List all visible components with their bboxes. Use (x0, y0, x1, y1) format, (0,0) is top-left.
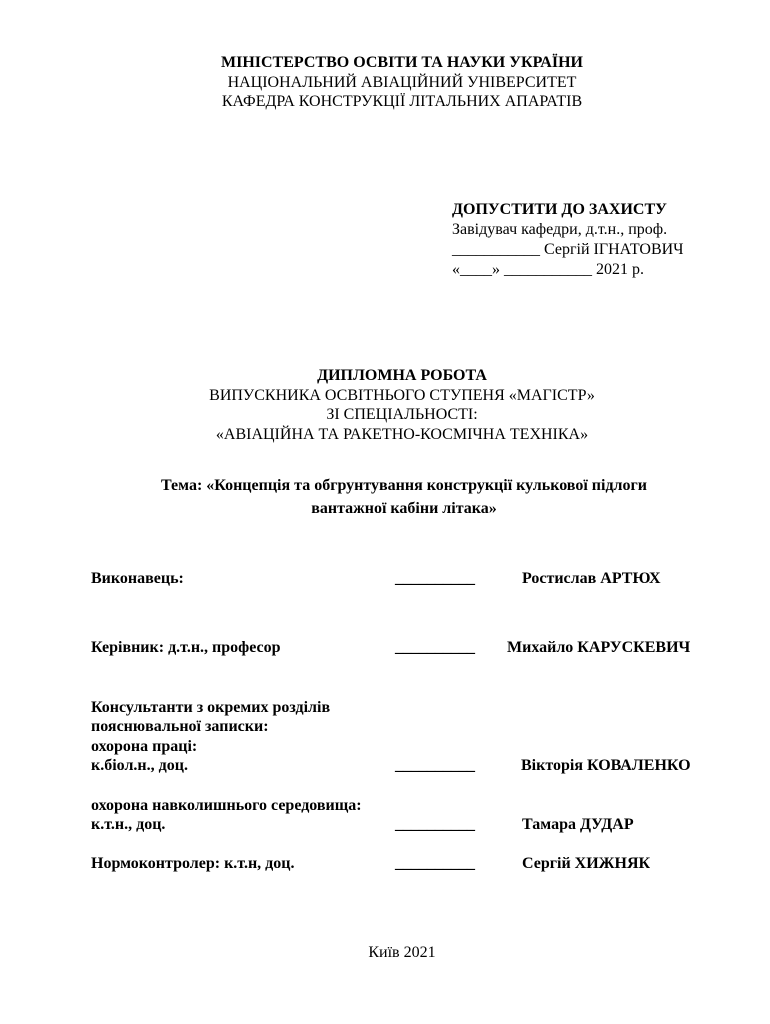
theme-block (0, 474, 770, 520)
approval-position: Завідувач кафедри, д.т.н., проф. (452, 221, 668, 238)
theme-line-2: вантажної кабіни літака» (311, 500, 497, 517)
work-degree: ВИПУСКНИКА ОСВІТНЬОГО СТУПЕНЯ «МАГІСТР» (209, 386, 595, 404)
supervisor-signature-line: __________ (395, 639, 475, 656)
executor-label: Виконавець: (91, 570, 184, 587)
environment-consultant-label: к.т.н., доц. (91, 816, 166, 833)
consultants-label-1: Консультанти з окремих розділів (91, 699, 331, 716)
supervisor-label: Керівник: д.т.н., професор (91, 639, 281, 656)
theme-line-1: Тема: «Концепція та обгрунтування конструкції кулькової підлоги (160, 477, 647, 494)
labor-consultant-name: Вікторія КОВАЛЕНКО (521, 757, 691, 774)
environment-section-label: охорона навколишнього середовища: (91, 797, 362, 814)
header-block (0, 53, 770, 112)
approval-block (452, 200, 684, 280)
approval-title: ДОПУСТИТИ ДО ЗАХИСТУ (452, 201, 667, 218)
environment-consultant-name: Тамара ДУДАР (522, 816, 634, 833)
city-year: Київ 2021 (368, 944, 436, 961)
work-title-block (0, 366, 770, 444)
environment-signature-line: __________ (395, 816, 475, 833)
normcontrol-signature-line: __________ (395, 855, 475, 872)
labor-section-label: охорона праці: (91, 738, 198, 755)
approval-signature-line: ___________ Сергій ІГНАТОВИЧ (452, 241, 684, 258)
executor-name: Ростислав АРТЮХ (522, 570, 661, 587)
labor-consultant-label: к.біол.н., доц. (91, 757, 188, 774)
work-type: ДИПЛОМНА РОБОТА (317, 367, 487, 384)
university-title: НАЦІОНАЛЬНИЙ АВІАЦІЙНИЙ УНІВЕРСИТЕТ (227, 73, 577, 91)
normcontrol-name: Сергій ХИЖНЯК (522, 855, 651, 872)
approval-date-line: «____» ___________ 2021 р. (452, 261, 644, 278)
labor-signature-line: __________ (395, 757, 475, 774)
supervisor-name: Михайло КАРУСКЕВИЧ (507, 639, 691, 656)
department-title: КАФЕДРА КОНСТРУКЦІЇ ЛІТАЛЬНИХ АПАРАТІВ (221, 93, 583, 110)
normcontrol-label: Нормоконтролер: к.т.н, доц. (91, 855, 295, 872)
executor-signature-line: __________ (395, 570, 475, 587)
specialty-name: «АВІАЦІЙНА ТА РАКЕТНО-КОСМІЧНА ТЕХНІКА» (215, 425, 589, 443)
ministry-title: МІНІСТЕРСТВО ОСВІТИ ТА НАУКИ УКРАЇНИ (221, 54, 583, 71)
specialty-label: ЗІ СПЕЦІАЛЬНОСТІ: (326, 406, 478, 423)
consultants-label-2: пояснювальної записки: (91, 718, 269, 735)
